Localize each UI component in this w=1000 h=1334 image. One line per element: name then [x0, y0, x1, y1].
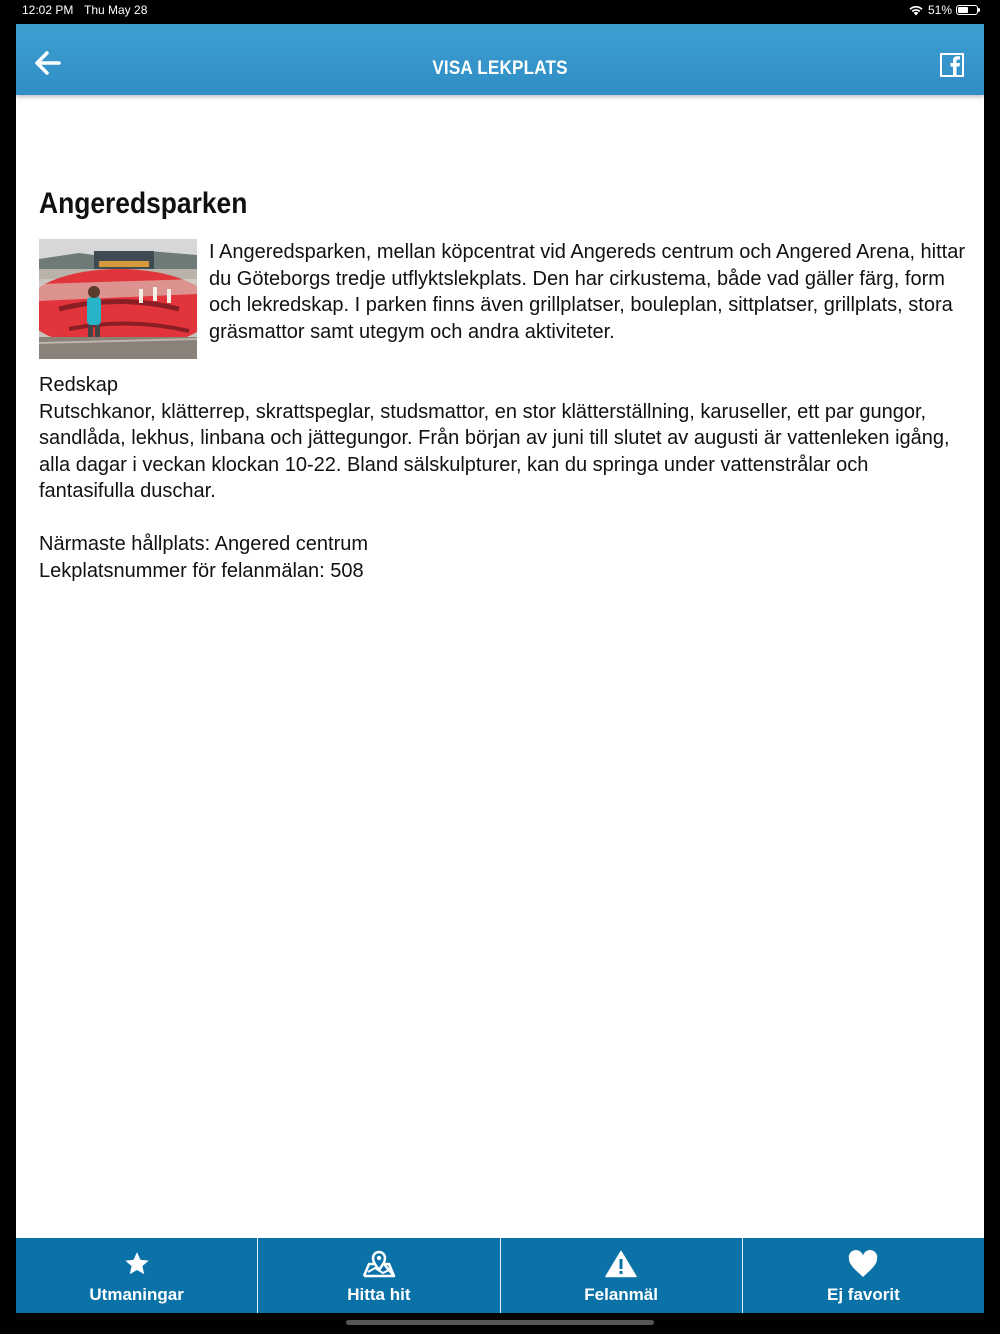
tab-felanmal[interactable] [500, 1238, 742, 1313]
tab-bar [16, 1238, 984, 1313]
playground-number: Lekplatsnummer för felanmälan: 508 [39, 559, 364, 582]
tab-label: Hitta hit [347, 1285, 411, 1304]
equipment-heading: Redskap [39, 374, 118, 396]
tab-label: Ej favorit [827, 1285, 900, 1304]
status-date: Thu May 28 [84, 3, 148, 17]
tab-ej-favorit[interactable] [742, 1238, 984, 1313]
tab-utmaningar[interactable] [16, 1238, 257, 1313]
nearest-stop: Närmaste hållplats: Angered centrum [39, 533, 369, 555]
status-time: 12:02 PM [22, 3, 74, 17]
tab-hitta-hit[interactable] [257, 1238, 499, 1313]
app-window [16, 24, 984, 1313]
tab-label: Felanmäl [584, 1285, 658, 1304]
battery-icon [956, 5, 978, 15]
navbar [16, 24, 984, 95]
battery-percent: 51% [927, 3, 952, 17]
intro-text: I Angeredsparken, mellan köpcentrat vid Angereds centrum och Angered Arena, hittar du Göteborgs tredje utflyktslekplats. Den har cirkustema, både vad gäller färg, form och lekredskap. I parken finns även grillplatser, bouleplan, sittplatser, grillplats, stora gräsmattor samt utegym och andra aktiviteter. [209, 241, 966, 343]
heart-icon [847, 1250, 879, 1278]
playground-photo [39, 239, 197, 359]
intro-section [39, 239, 969, 359]
home-indicator[interactable] [346, 1320, 654, 1325]
wifi-icon [908, 4, 924, 16]
status-right [908, 3, 978, 17]
arrow-left-icon[interactable] [34, 50, 62, 76]
spacer [39, 505, 969, 532]
tab-label: Utmaningar [89, 1285, 184, 1304]
star-icon [123, 1250, 151, 1278]
status-bar [0, 0, 1000, 22]
facebook-icon[interactable] [940, 53, 964, 77]
map-pin-icon [362, 1250, 396, 1278]
page-title: VISA LEKPLATS [432, 58, 568, 79]
warning-icon [605, 1250, 637, 1278]
playground-details [39, 184, 969, 584]
playground-title: Angeredsparken [39, 187, 248, 220]
equipment-text: Rutschkanor, klätterrep, skrattspeglar, studsmattor, en stor klätterställning, karuseller, ett par gungor, sandlåda, lekhus, linbana och jättegungor. Från början av juni till slutet av augusti är vattenleken igång, alla dagar i veckan klockan 10-22. Bland sälskulpturer, kan du springa under vattenstrålar och fantasifulla duschar. [39, 400, 950, 502]
details-text [39, 372, 969, 584]
